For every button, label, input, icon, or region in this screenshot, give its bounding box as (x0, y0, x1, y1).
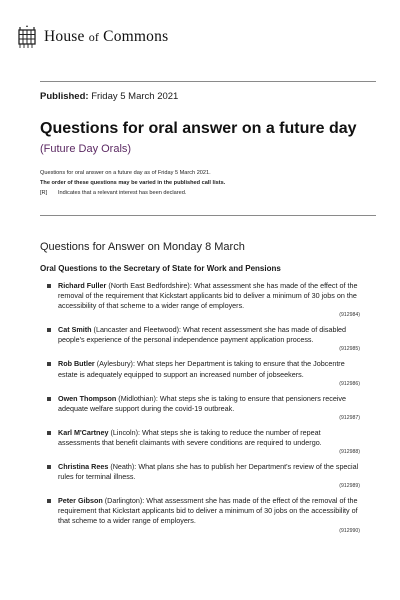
question-ref: (912985) (339, 346, 360, 353)
member-name: Peter Gibson (58, 496, 103, 506)
constituency: (Aylesbury): (96, 359, 135, 369)
constituency: (Midlothian): (118, 393, 158, 403)
question-item (40, 428, 360, 456)
question-item (40, 496, 360, 534)
member-name: Christina Rees (58, 462, 109, 472)
member-name: Richard Fuller (58, 281, 107, 290)
question-item (40, 359, 360, 387)
bullet-icon (47, 328, 51, 332)
top-divider (40, 81, 376, 82)
question-text: What steps she is taking to ensure that pensioners receive adequate welfare support during the covid-19 outbreak. (58, 393, 347, 413)
question-item (40, 325, 360, 353)
question-text: What steps her Department is taking to ensure that the Jobcentre estate is adequately equipped to support an increased number of jobseekers. (58, 359, 345, 379)
published-date: Friday 5 March 2021 (91, 91, 179, 102)
published-label: Published: (40, 91, 89, 102)
constituency: (North East Bedfordshire): (108, 281, 192, 290)
question-text: What assessment she has made of the effect of the removal of the requirement that Kickstart applicants bid to deliver a minimum of 30 jobs on the accessibility of that scheme to a wider range of employers. (58, 496, 358, 526)
note-line-bold: The order of these questions may be varied in the published call lists. (40, 180, 226, 186)
note-line: Questions for oral answer on a future day as of Friday 5 March 2021. (40, 170, 211, 176)
question-ref: (912988) (339, 449, 360, 456)
constituency: (Darlington): (104, 496, 145, 506)
interest-marker: [R] (40, 190, 48, 196)
question-text: What assessment she has made of the effect of the removal of the requirement that Kickstart applicants bid to deliver a minimum of 30 jobs on the accessibility of that scheme to a wider range of employers. (58, 281, 358, 311)
constituency: (Lancaster and Fleetwood): (93, 325, 182, 335)
question-ref: (912987) (339, 414, 360, 421)
member-name: Owen Thompson (58, 393, 117, 403)
member-name: Karl M'Cartney (58, 427, 109, 437)
member-name: Cat Smith (58, 325, 92, 335)
question-text: What steps she is taking to reduce the number of repeat assessments that benefit claimants with severe conditions are required to undergo. (58, 427, 322, 447)
bullet-icon (47, 431, 51, 435)
page-title: Questions for oral answer on a future day (40, 120, 357, 137)
question-ref: (912984) (339, 312, 360, 319)
note-line-interest (40, 188, 225, 198)
questions-list (40, 281, 360, 535)
question-item (40, 462, 360, 490)
house-of-commons-wordmark: House of Commons (44, 28, 169, 45)
bullet-icon (47, 284, 51, 288)
question-text: What recent assessment she has made of disabled people's experience of the personal independence payment application process. (58, 325, 347, 345)
bullet-icon (47, 362, 51, 366)
interest-text: Indicates that a relevant interest has been declared. (58, 190, 187, 196)
question-text: What plans she has to publish her Department's review of the special rules for terminal illness. (58, 462, 359, 482)
notes-block (40, 168, 225, 198)
question-ref: (912986) (339, 380, 360, 387)
question-ref: (912989) (339, 483, 360, 490)
published-line (40, 91, 178, 102)
bullet-icon (47, 499, 51, 503)
portcullis-icon (17, 25, 37, 49)
section-heading: Questions for Answer on Monday 8 March (40, 241, 245, 253)
constituency: (Lincoln): (110, 427, 141, 437)
member-name: Rob Butler (58, 359, 95, 369)
question-ref: (912990) (339, 527, 360, 534)
bullet-icon (47, 397, 51, 401)
bullet-icon (47, 465, 51, 469)
document-header (17, 24, 168, 50)
page-subtitle: (Future Day Orals) (40, 143, 132, 155)
question-item (40, 281, 360, 319)
constituency: (Neath): (110, 462, 137, 472)
department-heading: Oral Questions to the Secretary of State for Work and Pensions (40, 264, 281, 273)
middle-divider (40, 215, 376, 216)
question-item (40, 394, 360, 422)
